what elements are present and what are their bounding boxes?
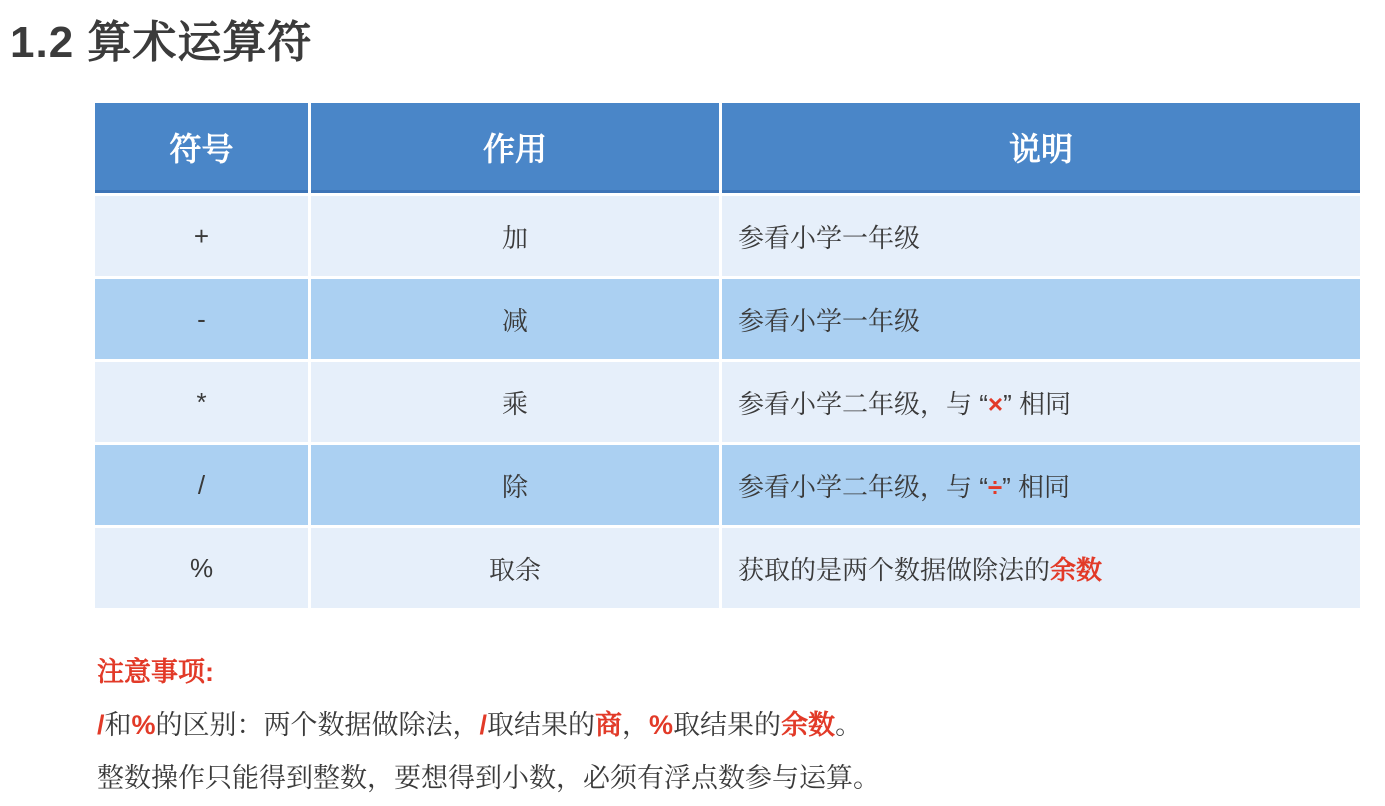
cell-function: 加: [311, 196, 719, 276]
cell-function: 除: [311, 445, 719, 525]
cell-symbol: %: [95, 528, 308, 608]
text-segment: 参看小学二年级，与 “: [738, 388, 988, 419]
cell-description: [722, 528, 1360, 608]
text-segment-red: %: [131, 710, 156, 740]
note-line-1: [97, 699, 880, 752]
text-segment-red: /: [479, 710, 488, 740]
header-symbol: 符号: [95, 103, 308, 193]
text-segment-red: 余数: [1050, 554, 1103, 585]
text-segment: 参看小学一年级: [738, 305, 921, 336]
cell-symbol: +: [95, 196, 308, 276]
text-segment-red: 商: [595, 710, 623, 740]
text-segment-red: /: [97, 710, 105, 740]
cell-description: [722, 196, 1360, 276]
operators-table: [92, 100, 1363, 611]
cell-symbol: *: [95, 362, 308, 442]
text-segment-red: 余数: [781, 710, 836, 740]
notes-section: [97, 646, 880, 805]
text-segment: 的区别：两个数据做除法，: [155, 710, 480, 740]
table-body: [95, 196, 1360, 608]
note-line-2: 整数操作只能得到整数，要想得到小数，必须有浮点数参与运算。: [97, 763, 880, 793]
text-segment-red: ÷: [987, 471, 1003, 502]
cell-function: 减: [311, 279, 719, 359]
cell-function: 乘: [311, 362, 719, 442]
cell-description: [722, 279, 1360, 359]
notes-heading: 注意事项:: [97, 657, 214, 687]
text-segment-red: %: [649, 710, 674, 740]
cell-function: 取余: [311, 528, 719, 608]
header-function: 作用: [311, 103, 719, 193]
text-segment: 获取的是两个数据做除法的: [738, 554, 1051, 585]
cell-description: [722, 362, 1360, 442]
text-segment-red: ×: [987, 388, 1004, 419]
text-segment: ” 相同: [1003, 388, 1071, 419]
text-segment: 取结果的: [487, 710, 596, 740]
cell-description: [722, 445, 1360, 525]
cell-symbol: -: [95, 279, 308, 359]
text-segment: ，: [622, 710, 650, 740]
text-segment: ” 相同: [1002, 471, 1071, 502]
text-segment: 参看小学二年级，与 “: [738, 471, 988, 502]
header-description: 说明: [722, 103, 1360, 193]
table-row: [95, 528, 1360, 608]
table-header-row: [95, 103, 1360, 193]
cell-symbol: /: [95, 445, 308, 525]
text-segment: 和: [104, 710, 132, 740]
table-row: [95, 196, 1360, 276]
text-segment: 参看小学一年级: [738, 222, 921, 253]
table-row: [95, 445, 1360, 525]
table-row: [95, 279, 1360, 359]
text-segment: 取结果的: [673, 710, 782, 740]
page-title: 1.2 算术运算符: [10, 18, 313, 67]
table-row: [95, 362, 1360, 442]
text-segment: 。: [835, 710, 863, 740]
